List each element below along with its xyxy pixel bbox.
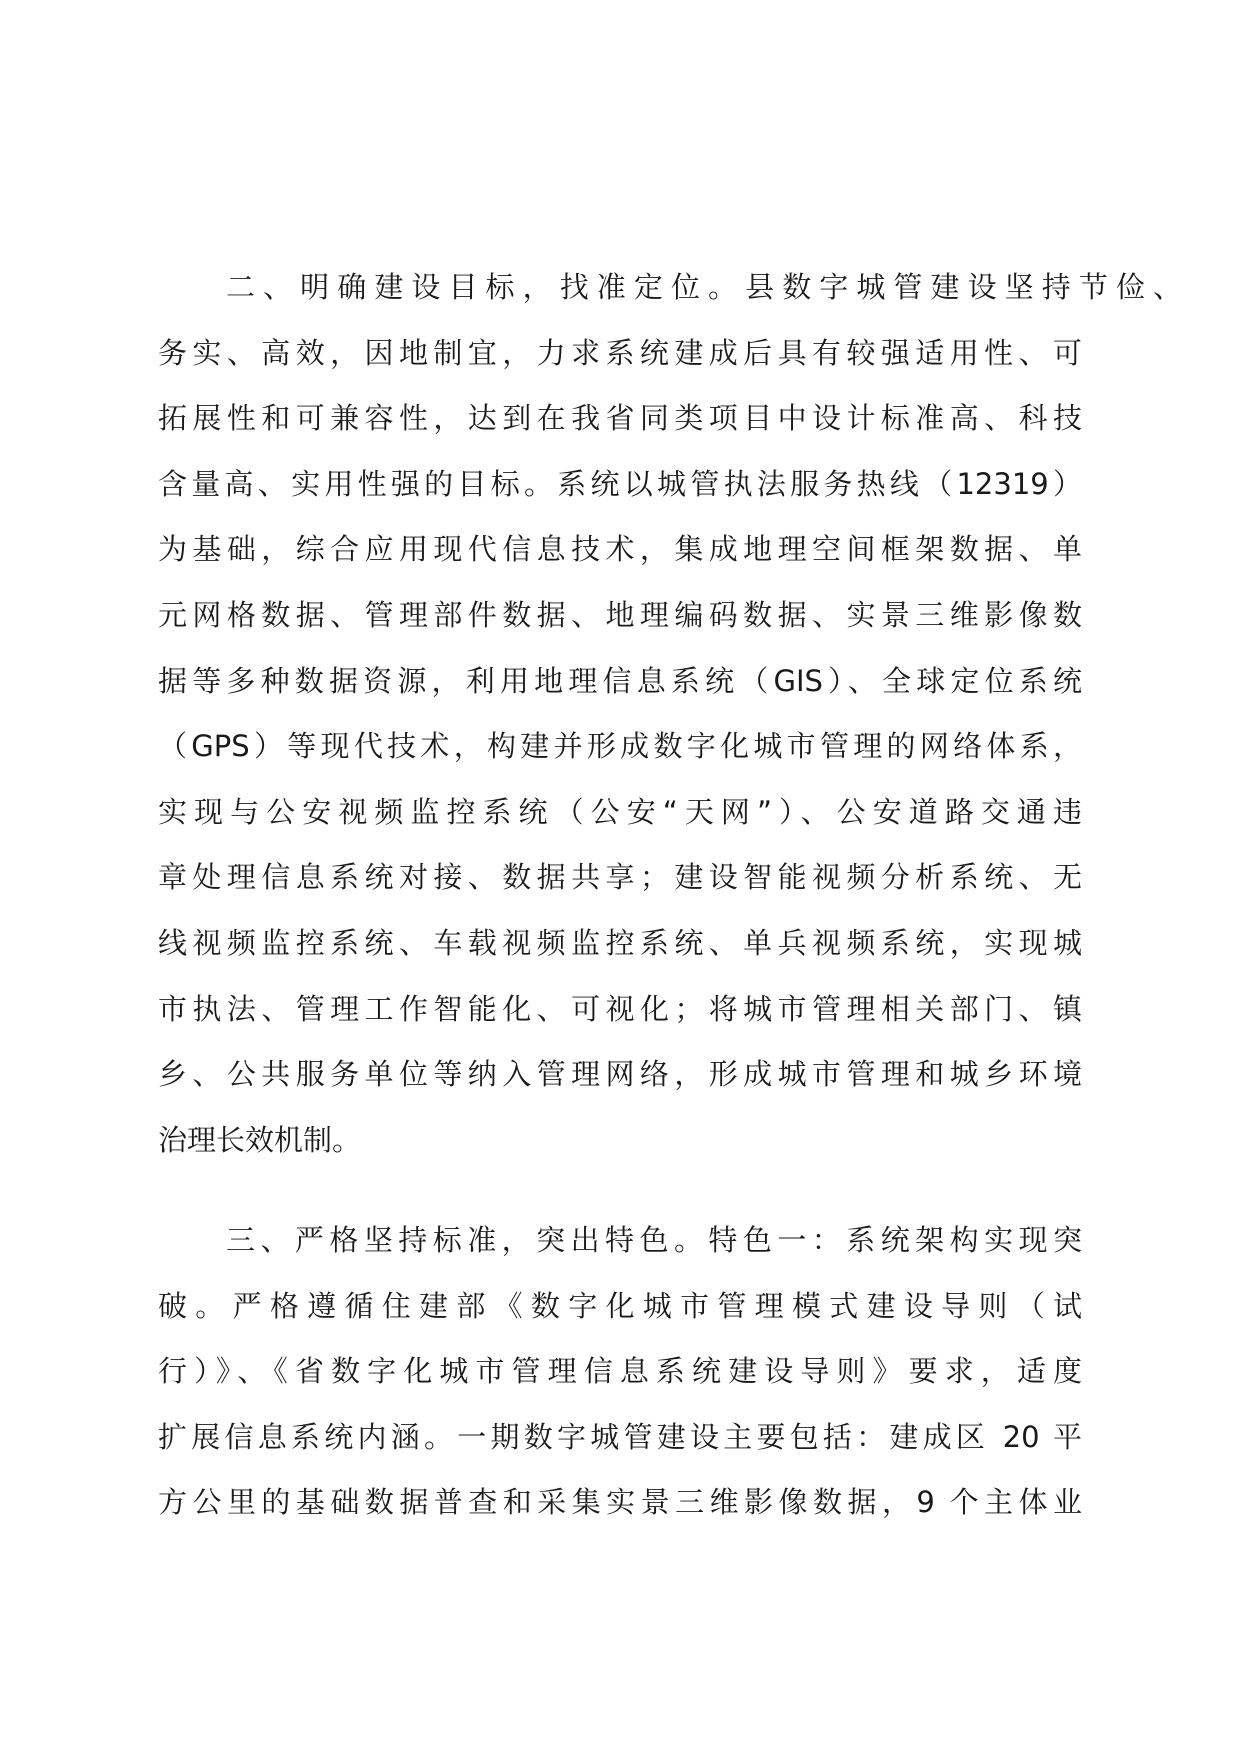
paragraph-line: 含量高、实用性强的目标。系统以城管执法服务热线（12319）: [158, 466, 1082, 501]
paragraph-line: 拓展性和可兼容性，达到在我省同类项目中设计标准高、科技: [158, 401, 1082, 436]
paragraph-line: 方公里的基础数据普查和采集实景三维影像数据，9 个主体业: [158, 1485, 1082, 1520]
paragraph-line: 破。严格遵循住建部《数字化城市管理模式建设导则（试: [158, 1288, 1082, 1323]
paragraph-line: 线视频监控系统、车载视频监控系统、单兵视频系统，实现城: [158, 925, 1082, 960]
paragraph-line: 治理长效机制。: [158, 1122, 362, 1157]
paragraph-line: 行）》、《省数字化城市管理信息系统建设导则》要求，适度: [158, 1354, 1082, 1389]
paragraph-line: 市执法、管理工作智能化、可视化；将城市管理相关部门、镇: [158, 991, 1082, 1026]
paragraph-line: 乡、公共服务单位等纳入管理网络，形成城市管理和城乡环境: [158, 1057, 1082, 1092]
paragraph-line: 二、明确建设目标，找准定位。县数字城管建设坚持节俭、: [226, 270, 1182, 304]
paragraph-line: 据等多种数据资源，利用地理信息系统（GIS）、全球定位系统: [158, 663, 1082, 698]
paragraph-line: 实现与公安视频监控系统（公安“天网”）、公安道路交通违: [158, 794, 1082, 829]
paragraph-line: 务实、高效，因地制宜，力求系统建成后具有较强适用性、可: [158, 335, 1082, 370]
paragraph-line: 扩展信息系统内涵。一期数字城管建设主要包括：建成区 20 平: [158, 1419, 1082, 1454]
paragraph-line: 元网格数据、管理部件数据、地理编码数据、实景三维影像数: [158, 597, 1082, 632]
paragraph-standards-features: [158, 1208, 1082, 1536]
paragraph-line: 三、严格坚持标准，突出特色。特色一：系统架构实现突: [226, 1223, 1082, 1257]
paragraph-line: （GPS）等现代技术，构建并形成数字化城市管理的网络体系，: [158, 729, 1082, 764]
paragraph-line: 为基础，综合应用现代信息技术，集成地理空间框架数据、单: [158, 532, 1082, 567]
paragraph-construction-goals: [158, 255, 1182, 1173]
paragraph-line: 章处理信息系统对接、数据共享；建设智能视频分析系统、无: [158, 860, 1082, 895]
